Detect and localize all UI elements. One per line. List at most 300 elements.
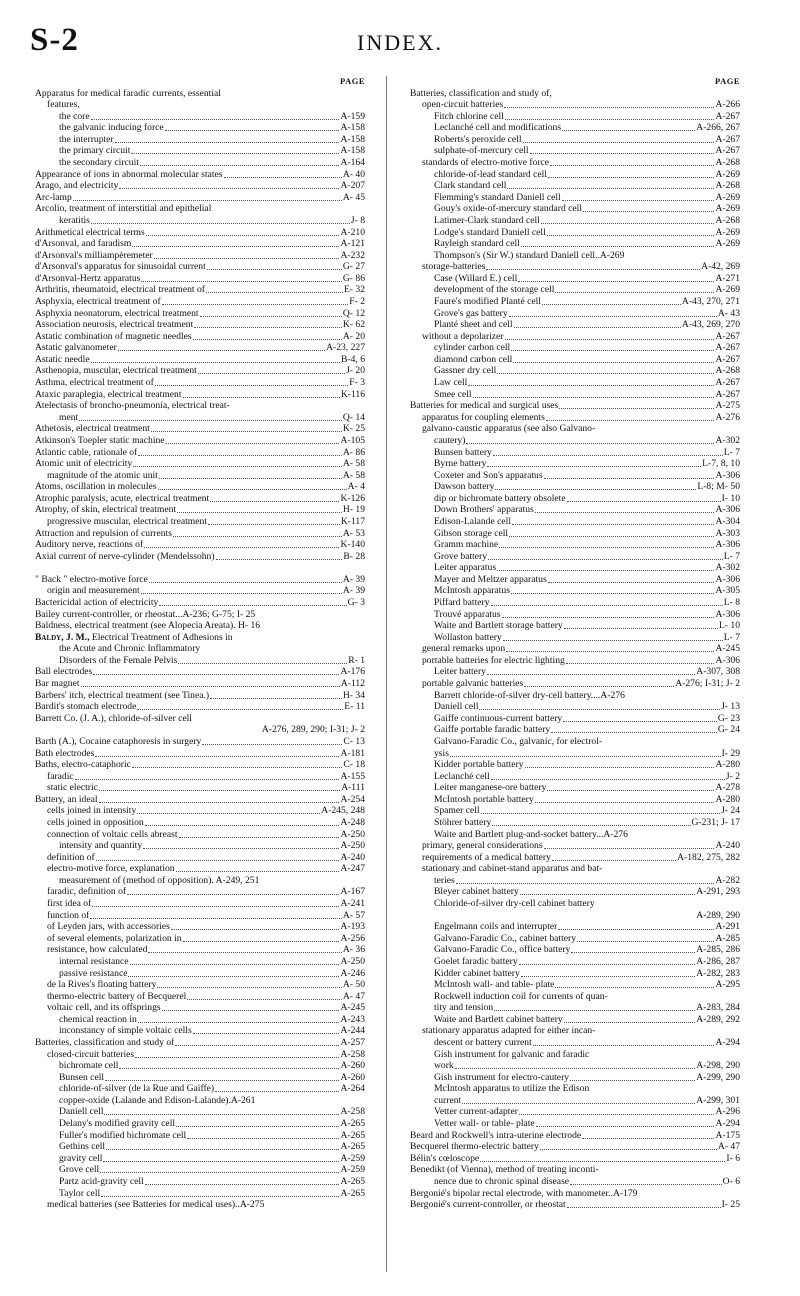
- page-reference: A-269: [715, 168, 740, 180]
- index-entry: [410, 435, 740, 447]
- entry-text: Coxeter and Son's apparatus: [434, 469, 543, 481]
- entry-text: thermo-electric battery of Becquerel: [47, 990, 187, 1002]
- page-reference: A-306: [715, 573, 740, 585]
- page-reference: A-265: [340, 1129, 365, 1141]
- page-reference: E- 11: [344, 701, 365, 713]
- page-reference: G- 24: [717, 724, 740, 736]
- index-entry: [410, 1014, 740, 1026]
- entry-text: Spamer cell: [434, 805, 480, 817]
- index-entry: [410, 968, 740, 980]
- dot-leader: [166, 435, 340, 444]
- index-entry: [410, 111, 740, 123]
- dot-leader: [132, 759, 343, 768]
- dot-leader: [506, 643, 714, 652]
- entry-text: Atoms, oscillation in molecules: [35, 481, 157, 493]
- entry-text: Gouy's oxide-of-mercury standard cell: [434, 203, 582, 215]
- page-reference: A-265: [340, 1141, 365, 1153]
- entry-text: Edison-Lalande cell: [434, 515, 511, 527]
- index-entry: [410, 238, 740, 250]
- page-reference: A-275: [715, 400, 740, 412]
- index-entry: [35, 898, 365, 910]
- index-entry: [410, 852, 740, 864]
- entry-text: dip or bichromate battery obsolete: [434, 492, 566, 504]
- page-reference: A-296: [715, 1106, 740, 1118]
- dot-leader: [176, 863, 340, 872]
- entry-text: Asthenopia, muscular, electrical treatment: [35, 365, 197, 377]
- dot-leader: [509, 528, 714, 537]
- page-reference: K-140: [340, 539, 365, 551]
- page-title: INDEX.: [357, 30, 443, 55]
- index-entry: [35, 1130, 365, 1142]
- entry-text: Latimer-Clark standard cell: [434, 214, 540, 226]
- page-reference: C- 18: [343, 759, 365, 771]
- dot-leader: [135, 1049, 339, 1058]
- dot-leader: [562, 192, 715, 201]
- entry-text: Association neurosis, electrical treatment: [35, 319, 194, 331]
- entry-text: faradic: [47, 770, 74, 782]
- dot-leader: [544, 470, 715, 479]
- dot-leader: [215, 1083, 339, 1092]
- page-reference: A-269: [715, 191, 740, 203]
- dot-leader: [562, 122, 695, 131]
- page-reference: A-267: [715, 330, 740, 342]
- entry-text: Case (Willard E.) cell: [434, 272, 518, 284]
- entry-text: Dawson battery: [434, 481, 495, 493]
- page-reference: I- 25: [721, 1199, 740, 1211]
- entry-text: Vetter wall- or table- plate: [434, 1118, 535, 1130]
- entry-text: Astatic combination of magnetic needles: [35, 330, 192, 342]
- page-reference: A-248: [340, 817, 365, 828]
- dot-leader: [127, 886, 339, 895]
- page-reference: A-276: [715, 411, 740, 423]
- index-entry: [35, 1176, 365, 1188]
- entry-text: d'Arsonval's apparatus for sinusoidal current: [35, 261, 206, 273]
- index-entry: [410, 1002, 740, 1014]
- page-reference: A-250: [340, 840, 365, 852]
- index-entry: [35, 423, 365, 435]
- entry-text: the primary circuit: [59, 145, 131, 157]
- index-entry: [35, 1153, 365, 1165]
- page-reference: A-268: [715, 157, 740, 169]
- index-entry: [410, 690, 740, 702]
- index-entry: [35, 435, 365, 447]
- entry-text: cylinder carbon cell: [434, 342, 511, 354]
- page-reference: A-42, 269: [701, 261, 740, 273]
- entry-text: Piffard battery: [434, 597, 490, 609]
- entry-text: chloride-of-lead standard cell: [434, 168, 547, 180]
- entry-text: function of: [47, 909, 90, 921]
- page-reference: I- 29: [721, 747, 740, 759]
- page-reference: A-289, 292: [696, 1013, 740, 1025]
- page-reference: C- 13: [343, 735, 365, 747]
- dot-leader: [100, 1164, 339, 1173]
- index-entry: [410, 910, 740, 922]
- entry-text: storage-batteries: [422, 261, 486, 273]
- dot-leader: [505, 331, 715, 340]
- entry-text: Waite and Bartlett storage battery: [434, 620, 563, 632]
- entry-text: " Back " electro-motive force: [35, 573, 148, 585]
- dot-leader: [173, 528, 342, 537]
- index-entry: [410, 863, 740, 875]
- entry-text: Atrophy, of skin, electrical treatment: [35, 504, 177, 516]
- index-entry: [35, 261, 365, 273]
- dot-leader: [119, 1060, 339, 1069]
- dot-leader: [132, 238, 339, 247]
- entry-text: portable galvanic batteries: [422, 678, 524, 690]
- entry-text: Roberts's peroxide cell: [434, 133, 522, 145]
- entry-text: McIntosh portable battery: [434, 793, 534, 805]
- index-entry: [35, 365, 365, 377]
- page-reference: A-176: [340, 666, 365, 678]
- dot-leader: [141, 585, 342, 594]
- index-entry: [410, 88, 740, 100]
- index-entry: [410, 574, 740, 586]
- index-entry: [35, 886, 365, 898]
- dot-leader: [101, 1188, 339, 1197]
- dot-leader: [577, 933, 714, 942]
- page-reference: A-298, 290: [696, 1060, 740, 1072]
- entry-text: Leclanché cell and modifications: [434, 122, 562, 134]
- page-reference: A-260: [340, 1071, 365, 1083]
- index-entry: [410, 516, 740, 528]
- page-reference: A- 47: [342, 990, 365, 1002]
- entry-text: nence due to chronic spinal disease: [434, 1175, 570, 1187]
- index-entry: [35, 655, 365, 667]
- index-entry: [410, 400, 740, 412]
- entry-text: chemical reaction in: [59, 1013, 137, 1025]
- page-reference: A-247: [340, 863, 365, 875]
- entry-text: A-276, 289, 290; I-31; J- 2: [261, 724, 365, 736]
- entry-text: stationary apparatus adapted for either incan-: [422, 1025, 596, 1037]
- page-reference: A-307, 308: [696, 666, 740, 678]
- index-entry: [35, 412, 365, 424]
- page-reference: A-306: [715, 654, 740, 666]
- index-entry: [35, 296, 365, 308]
- dot-leader: [497, 562, 714, 571]
- entry-text: passive resistance: [59, 967, 128, 979]
- entry-text: Fitch chlorine cell: [434, 110, 504, 122]
- index-entry: [410, 308, 740, 320]
- dot-leader: [468, 377, 714, 386]
- page-reference: A-291, 293: [696, 886, 740, 898]
- page-reference: L-8; M- 50: [697, 481, 740, 493]
- index-entry: [410, 1141, 740, 1153]
- index-entry: [410, 1095, 740, 1107]
- index-entry: [410, 701, 740, 713]
- entry-text: Vetter current-adapter: [434, 1106, 518, 1118]
- entry-text: Bleyer cabinet battery: [434, 886, 519, 898]
- dot-leader: [550, 157, 714, 166]
- page-reference: A-303: [715, 527, 740, 539]
- entry-text: Bactericidal action of electricity: [35, 597, 159, 609]
- index-entry: [35, 493, 365, 505]
- dot-leader: [548, 169, 715, 178]
- index-entry: [410, 470, 740, 482]
- page-reference: J- 8: [350, 214, 365, 226]
- index-entry: [35, 921, 365, 933]
- page-reference: A- 39: [342, 573, 365, 585]
- entry-text: Engelmann coils and interrupter: [434, 921, 558, 933]
- dot-leader: [535, 504, 715, 513]
- index-entry: [35, 701, 365, 713]
- page-reference: A-267: [715, 377, 740, 389]
- entry-text: Bergonié's bipolar rectal electrode, with manometer..A-179: [410, 1187, 638, 1199]
- page-reference: A-241: [340, 898, 365, 910]
- index-entry: [410, 284, 740, 296]
- page-reference: A-306: [715, 608, 740, 620]
- dot-leader: [493, 447, 723, 456]
- dot-leader: [486, 261, 700, 270]
- entry-text: McIntosh apparatus to utilize the Edison: [434, 1083, 590, 1095]
- dot-leader: [194, 319, 342, 328]
- dot-leader: [183, 933, 340, 942]
- index-entry: [35, 771, 365, 783]
- index-entry: [410, 933, 740, 945]
- dot-leader: [466, 435, 714, 444]
- page-reference: A-294: [715, 1118, 740, 1130]
- entry-text: Gramm machine: [434, 539, 499, 551]
- dot-leader: [118, 342, 325, 351]
- page-reference: G-231; J- 17: [691, 817, 740, 828]
- page-reference: A-268: [715, 365, 740, 377]
- index-entry: [410, 203, 740, 215]
- index-entry: [410, 724, 740, 736]
- page-reference: A-302: [715, 562, 740, 574]
- page-reference: J- 13: [721, 701, 740, 713]
- index-entry: [410, 1130, 740, 1142]
- index-entry: [35, 215, 365, 227]
- entry-text: Axial current of nerve-cylinder (Mendelssohn): [35, 550, 215, 562]
- dot-leader: [555, 979, 714, 988]
- index-entry: [410, 157, 740, 169]
- page-reference: I- 10: [721, 492, 740, 504]
- page-reference: A-280: [715, 759, 740, 771]
- dot-leader: [165, 122, 340, 131]
- page-reference: A-245: [715, 643, 740, 655]
- entry-text: Grove battery: [434, 550, 488, 562]
- index-entry: [35, 1072, 365, 1084]
- page-reference: A-267: [715, 388, 740, 400]
- entry-text: de la Rives's floating battery: [47, 979, 157, 991]
- index-entry: [410, 458, 740, 470]
- dot-leader: [494, 1002, 695, 1011]
- dot-leader: [518, 273, 714, 282]
- entry-text: keratitis: [59, 214, 90, 226]
- index-entry: [410, 655, 740, 667]
- entry-text: Daniell cell: [434, 701, 479, 713]
- dot-leader: [96, 852, 340, 861]
- index-entry: [35, 238, 365, 250]
- entry-text: Gaiffe continuous-current battery: [434, 712, 563, 724]
- index-entry: [410, 227, 740, 239]
- page-reference: H- 34: [342, 689, 365, 701]
- entry-text: the secondary circuit: [59, 157, 139, 169]
- page-reference: G- 23: [717, 712, 740, 724]
- entry-text: the core: [59, 110, 90, 122]
- page-reference: A-304: [715, 515, 740, 527]
- entry-text: of several elements, polarization in: [47, 932, 182, 944]
- index-entry: [35, 840, 365, 852]
- index-entry: [410, 875, 740, 887]
- entry-text: cells joined in intensity: [47, 805, 137, 817]
- entry-text: galvano-caustic apparatus (see also Galvano-: [422, 423, 596, 435]
- index-entry: [410, 261, 740, 273]
- index-entry: [35, 1095, 365, 1107]
- dot-leader: [137, 701, 343, 710]
- index-entry: [410, 1153, 740, 1165]
- index-entry: [410, 365, 740, 377]
- page-reference: A- 58: [342, 458, 365, 470]
- page-reference: A-250: [340, 955, 365, 967]
- page-reference: A-259: [340, 1152, 365, 1164]
- index-entry: [410, 713, 740, 725]
- entry-text: Bélin's cœloscope: [410, 1152, 480, 1164]
- page-reference: B- 28: [343, 550, 365, 562]
- page-reference: I- 6: [726, 1152, 740, 1164]
- dot-leader: [552, 852, 676, 861]
- entry-text: Disorders of the Female Pelvis: [59, 654, 178, 666]
- page-reference: A-265: [340, 1187, 365, 1199]
- index-entry: [410, 99, 740, 111]
- index-entry: [410, 481, 740, 493]
- entry-text: Trouvé apparatus: [434, 608, 501, 620]
- page-reference: A-299, 290: [696, 1071, 740, 1083]
- entry-text: ment: [59, 411, 79, 423]
- page-reference: L- 7: [723, 550, 740, 562]
- entry-text: Barth (A.), Cocaine cataphoresis in surgery: [35, 735, 202, 747]
- index-entry: [35, 1014, 365, 1026]
- index-entry: [410, 296, 740, 308]
- index-entry: [410, 1025, 740, 1037]
- dot-leader: [115, 134, 340, 143]
- dot-leader: [473, 389, 715, 398]
- index-entry: [35, 875, 365, 887]
- entry-text: requirements of a medical battery: [422, 851, 551, 863]
- entry-text: Batteries for medical and surgical uses: [410, 400, 559, 412]
- page-reference: A- 45: [342, 191, 365, 203]
- index-entry: [35, 319, 365, 331]
- index-entry: [410, 551, 740, 563]
- dot-leader: [91, 215, 350, 224]
- dot-leader: [207, 261, 342, 270]
- entry-text: Apparatus for medical faradic currents, essential: [35, 87, 221, 99]
- page-reference: A-232: [340, 249, 365, 261]
- index-entry: [35, 1060, 365, 1072]
- page-reference: A-266, 267: [696, 122, 740, 134]
- index-entry: [410, 134, 740, 146]
- index-entry: [410, 122, 740, 134]
- index-entry: [35, 377, 365, 389]
- index-entry: [410, 215, 740, 227]
- entry-text: Bar magnet: [35, 678, 80, 690]
- index-entry: [410, 944, 740, 956]
- dot-leader: [535, 794, 715, 803]
- page-reference: A-167: [340, 886, 365, 898]
- index-entry: [410, 840, 740, 852]
- page-reference: A-105: [340, 434, 365, 446]
- index-entry: [35, 794, 365, 806]
- dot-leader: [131, 145, 339, 154]
- entry-text: progressive muscular, electrical treatment: [47, 515, 207, 527]
- entry-text: Atlantic cable, rationale of: [35, 446, 138, 458]
- dot-leader: [499, 539, 714, 548]
- page-reference: A-159: [340, 110, 365, 122]
- entry-text: Byrne battery: [434, 458, 487, 470]
- dot-leader: [505, 111, 715, 120]
- dot-leader: [179, 829, 340, 838]
- page-reference: L- 8: [723, 597, 740, 609]
- index-entry: [410, 817, 740, 829]
- page-reference: A-258: [340, 1106, 365, 1118]
- dot-leader: [159, 597, 346, 606]
- dot-leader: [177, 504, 342, 513]
- page-reference: A-283, 284: [696, 1002, 740, 1014]
- index-entry: [35, 342, 365, 354]
- dot-leader: [544, 840, 715, 849]
- index-entry: [35, 447, 365, 459]
- entry-text: static electric: [47, 782, 98, 794]
- dot-leader: [525, 759, 715, 768]
- page-reference: A-294: [715, 1036, 740, 1048]
- entry-text: Gibson storage cell: [434, 527, 509, 539]
- index-entry: [35, 1049, 365, 1061]
- dot-leader: [548, 574, 715, 583]
- page-reference: A-267: [715, 110, 740, 122]
- entry-text: Arthritis, rheumatoid, electrical treatment of: [35, 284, 205, 296]
- entry-text: stationary and cabinet-stand apparatus and bat-: [422, 863, 603, 875]
- page-reference: A-265: [340, 1175, 365, 1187]
- dot-leader: [138, 447, 342, 456]
- entry-text: Astatic needle: [35, 353, 90, 365]
- page-reference: A-250: [340, 828, 365, 840]
- index-entry: [35, 933, 365, 945]
- index-entry: [35, 180, 365, 192]
- dot-leader: [210, 493, 339, 502]
- page-reference: K- 25: [342, 423, 365, 435]
- index-entry: [410, 562, 740, 574]
- page-reference: A-269: [715, 238, 740, 250]
- page-reference: A-306: [715, 539, 740, 551]
- entry-text: Leiter battery: [434, 666, 486, 678]
- dot-leader: [519, 1106, 715, 1115]
- entry-text: without a depolarizer: [422, 330, 504, 342]
- entry-text: Beard and Rockwell's intra-uterine electrode: [410, 1129, 582, 1141]
- entry-text: Galvano-Faradic Co., office battery: [434, 944, 571, 956]
- entry-text: voltaic cell, and its offsprings: [47, 1002, 161, 1014]
- page-reference: A-112: [340, 678, 365, 690]
- entry-text: current: [434, 1094, 462, 1106]
- entry-text: Baldness, electrical treatment (see Alopecia Areata). H- 16: [35, 620, 261, 632]
- page-reference: R- 1: [348, 654, 365, 666]
- dot-leader: [530, 145, 715, 154]
- dot-leader: [155, 377, 348, 386]
- page-reference: A-257: [340, 1036, 365, 1048]
- dot-leader: [151, 423, 342, 432]
- page-reference: A-259: [340, 1164, 365, 1176]
- entry-text: internal resistance: [59, 955, 129, 967]
- entry-text: gravity cell: [59, 1152, 103, 1164]
- index-entry: [410, 597, 740, 609]
- page-reference: L- 7: [723, 446, 740, 458]
- index-entry: [410, 180, 740, 192]
- index-entry: [410, 956, 740, 968]
- entry-text: Gish instrument for galvanic and faradic: [434, 1048, 590, 1060]
- index-entry: [35, 504, 365, 516]
- entry-text: Atelectasis of broncho-pneumonia, electrical treat-: [35, 400, 230, 412]
- page-reference: A-267: [715, 353, 740, 365]
- entry-text: Thompson's (Sir W.) standard Daniell cell..A-269: [434, 249, 625, 261]
- index-entry: [35, 1164, 365, 1176]
